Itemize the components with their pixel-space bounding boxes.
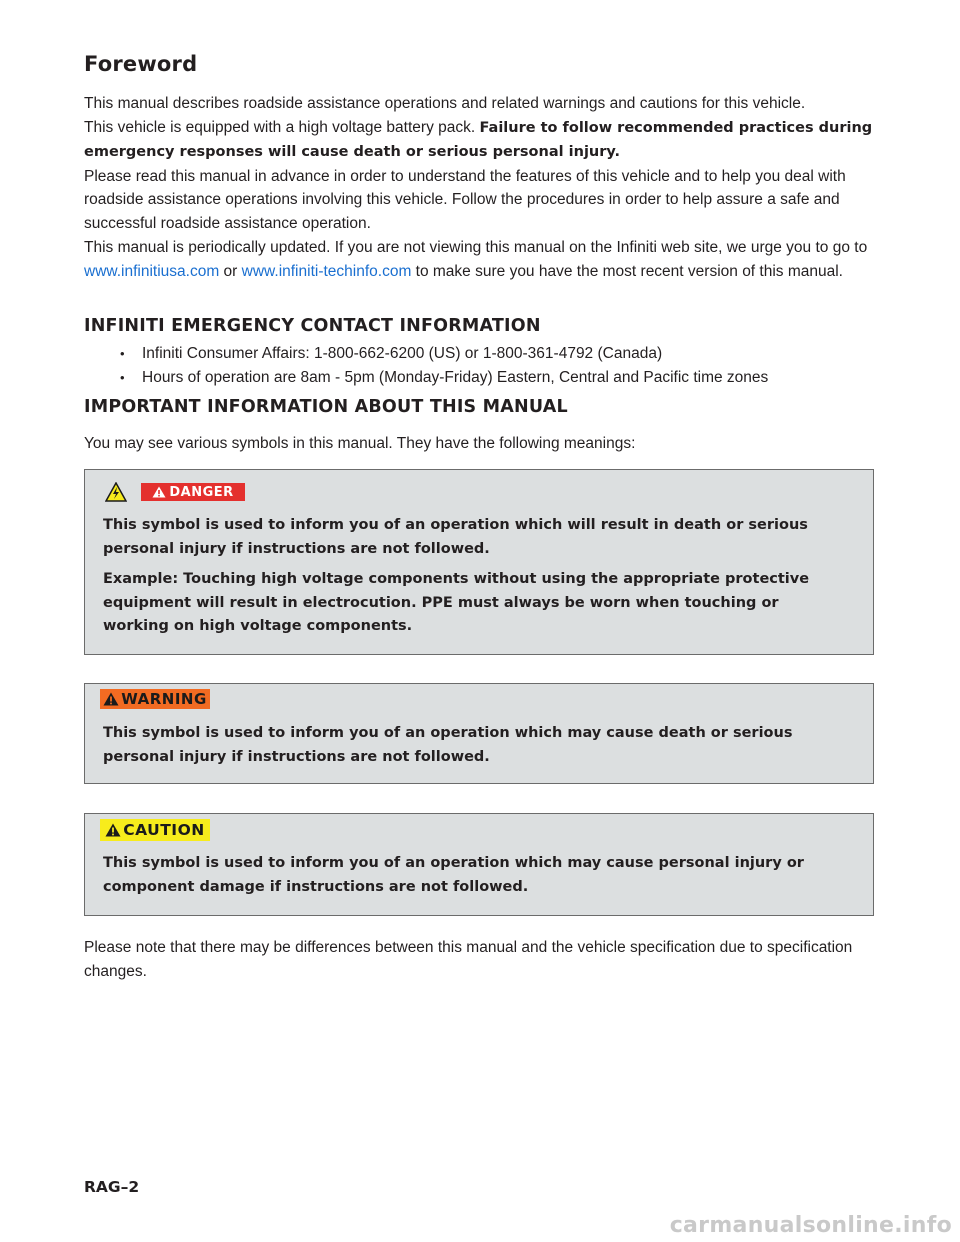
important-text: You may see various symbols in this manual. They have the following meanings: — [84, 435, 636, 452]
danger-example: Example: Touching high voltage components without using the appropriate protective equipment will result in electrocution. PPE must always be worn when touching or working on high voltage components. — [103, 571, 810, 634]
danger-warning-icon — [152, 486, 166, 498]
list-item: • Infiniti Consumer Affairs: 1-800-662-6200 (US) or 1-800-361-4792 (Canada) — [84, 342, 768, 366]
warning-badge — [100, 689, 210, 709]
page-title: Foreword — [84, 52, 198, 76]
caution-badge-label: CAUTION — [123, 821, 205, 839]
contact-list — [84, 342, 768, 390]
warning-box — [84, 683, 874, 784]
techinfo-link[interactable]: www.infiniti-techinfo.com — [241, 262, 412, 280]
contact-heading: INFINITI EMERGENCY CONTACT INFORMATION — [84, 316, 541, 336]
warning-text: This symbol is used to inform you of an operation which may cause death or serious personal injury if instructions are not followed. — [103, 725, 793, 765]
danger-box — [84, 469, 874, 655]
update-text-a: This manual is periodically updated. If you are not viewing this manual on the Infiniti web site, we urge you to go to — [84, 239, 868, 256]
important-heading: IMPORTANT INFORMATION ABOUT THIS MANUAL — [84, 397, 568, 417]
danger-text: This symbol is used to inform you of an operation which will result in death or serious personal injury if instructions are not followed. — [103, 517, 808, 557]
intro-text-2: This vehicle is equipped with a high voltage battery pack. — [84, 118, 480, 136]
list-item: • Hours of operation are 8am - 5pm (Monday-Friday) Eastern, Central and Pacific time zones — [84, 366, 768, 390]
update-text-b: or — [219, 262, 242, 280]
danger-badge-label: DANGER — [169, 484, 234, 500]
caution-text: This symbol is used to inform you of an operation which may cause personal injury or component damage if instructions are not followed. — [103, 855, 804, 895]
caution-badge — [100, 819, 210, 841]
intro-text-3: Please read this manual in advance in order to understand the features of this vehicle and to help you deal with roadside assistance operations involving this vehicle. Follow the procedures in order to help assure a safe and successful roadside assistance operation. — [84, 167, 846, 232]
intro-paragraph — [84, 92, 874, 235]
caution-box — [84, 813, 874, 916]
page-number: RAG–2 — [84, 1178, 140, 1196]
update-text-c: to make sure you have the most recent version of this manual. — [411, 262, 843, 280]
warning-badge-label: WARNING — [121, 690, 207, 708]
intro-warning-bold: Failure to follow recommended practices during emergency responses will cause death or serious personal injury. — [84, 119, 873, 160]
high-voltage-icon — [105, 482, 127, 502]
watermark: carmanualsonline.info — [669, 1213, 952, 1238]
danger-badge — [141, 483, 245, 501]
caution-icon — [105, 823, 121, 837]
closing-paragraph: Please note that there may be differences between this manual and the vehicle specification due to specification changes. — [84, 939, 853, 980]
update-paragraph — [84, 236, 874, 283]
infinitiusa-link[interactable]: www.infinitiusa.com — [84, 262, 220, 280]
intro-text-1: This manual describes roadside assistance operations and related warnings and cautions for this vehicle. — [84, 95, 806, 112]
warning-icon — [103, 692, 119, 706]
